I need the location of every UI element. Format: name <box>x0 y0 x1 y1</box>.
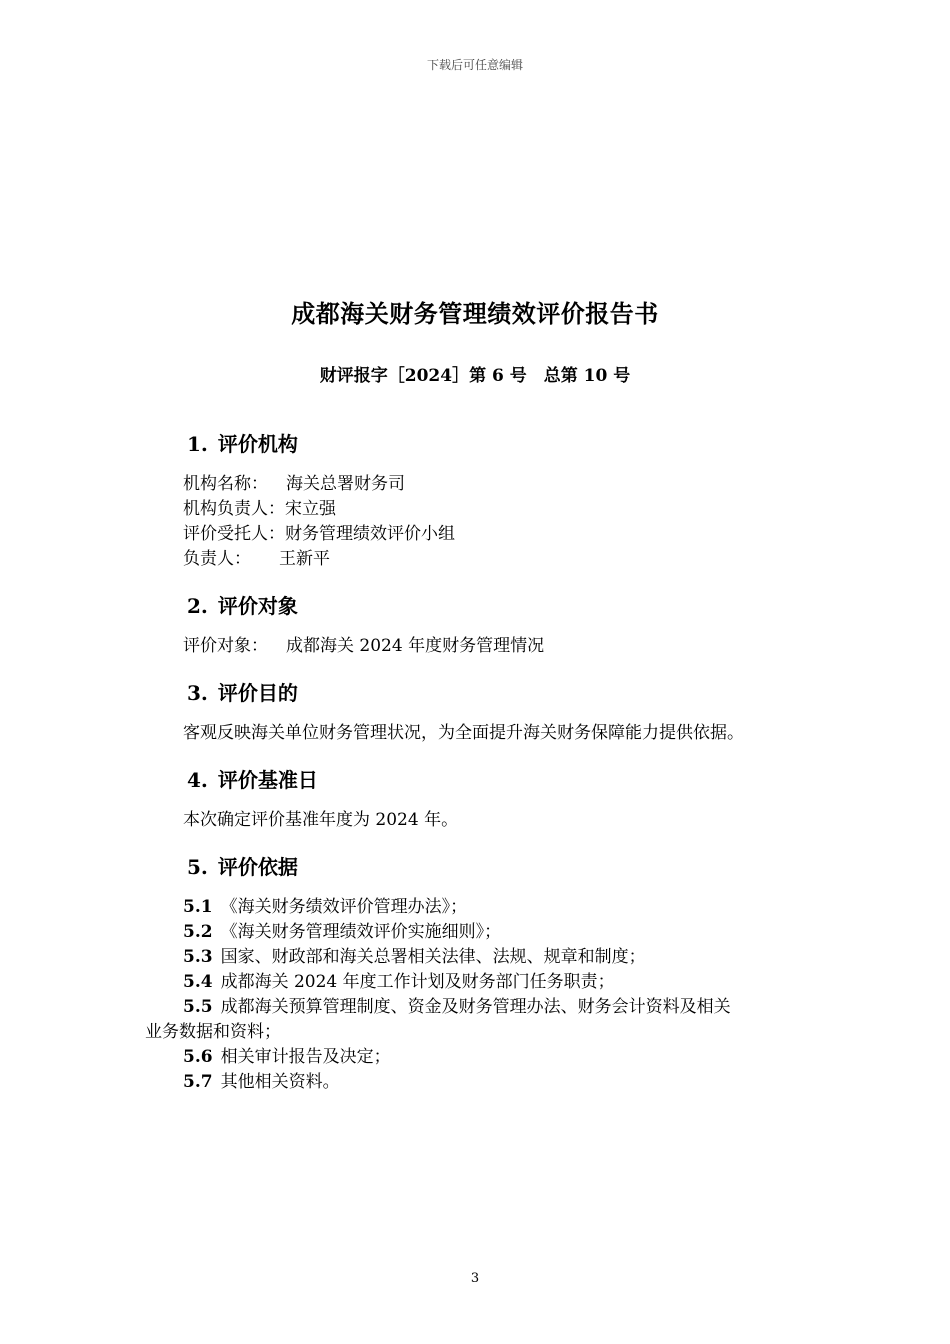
info-line <box>183 522 825 547</box>
info-line <box>183 634 825 659</box>
item-number: 5.4 <box>183 972 213 992</box>
section-heading-4 <box>187 764 825 796</box>
page-header: 下载后可任意编辑 <box>426 58 523 72</box>
item-text: 成都海关预算管理制度、资金及财务管理办法、财务会计资料及相关 <box>220 997 731 1017</box>
item-text: 《海关财务管理绩效评价实施细则》； <box>220 922 502 942</box>
item-number: 5.1 <box>183 897 213 917</box>
section-number: 3. <box>187 681 208 705</box>
info-label: 评价受托人： <box>183 524 285 544</box>
item-number: 5.6 <box>183 1047 213 1067</box>
list-item <box>145 995 825 1020</box>
list-item <box>145 895 825 920</box>
section-title: 评价依据 <box>217 855 298 879</box>
section-heading-3 <box>187 677 825 709</box>
item-text: 国家、财政部和海关总署相关法律、法规、规章和制度； <box>220 947 646 967</box>
section-heading-1 <box>187 428 825 460</box>
section-number: 1. <box>187 432 208 456</box>
document-title: 成都海关财务管理绩效评价报告书 <box>291 299 659 328</box>
section-title: 评价基准日 <box>217 768 318 792</box>
section-number: 2. <box>187 594 208 618</box>
basis-list <box>145 895 825 1095</box>
list-item <box>145 945 825 970</box>
info-line <box>183 472 825 497</box>
list-item <box>145 970 825 995</box>
section-body-3: 客观反映海关单位财务管理状况，为全面提升海关财务保障能力提供依据。 <box>183 723 744 743</box>
list-item <box>145 1045 825 1070</box>
info-value: 成都海关 2024 年度财务管理情况 <box>286 636 545 656</box>
item-text: 《海关财务绩效评价管理办法》； <box>220 897 468 917</box>
section-number: 5. <box>187 855 208 879</box>
section-title: 评价目的 <box>217 681 298 705</box>
item-text: 成都海关 2024 年度工作计划及财务部门任务职责； <box>220 972 615 992</box>
list-item-continuation: 业务数据和资料； <box>145 1022 281 1042</box>
info-value: 海关总署财务司 <box>286 474 405 494</box>
list-item <box>145 920 825 945</box>
info-value: 王新平 <box>279 549 330 569</box>
item-number: 5.5 <box>183 997 213 1017</box>
item-number: 5.7 <box>183 1072 213 1092</box>
info-label: 机构负责人： <box>183 499 285 519</box>
section-title: 评价对象 <box>217 594 298 618</box>
section-body-1 <box>145 472 825 572</box>
document-body <box>145 428 825 1095</box>
info-line <box>183 547 825 572</box>
section-title: 评价机构 <box>217 432 298 456</box>
item-number: 5.3 <box>183 947 213 967</box>
list-item <box>145 1070 825 1095</box>
document-number: 财评报字［2024］第 6 号 总第 10 号 <box>319 366 631 386</box>
item-text: 相关审计报告及决定； <box>220 1047 391 1067</box>
info-line <box>183 497 825 522</box>
info-label: 评价对象： <box>183 636 268 656</box>
section-body-2 <box>145 634 825 659</box>
info-label: 负责人： <box>183 549 251 569</box>
section-heading-5 <box>187 851 825 883</box>
section-number: 4. <box>187 768 208 792</box>
info-value: 财务管理绩效评价小组 <box>285 524 455 544</box>
info-label: 机构名称： <box>183 474 268 494</box>
section-heading-2 <box>187 590 825 622</box>
info-value: 宋立强 <box>285 499 336 519</box>
page-number: 3 <box>470 1271 480 1286</box>
section-body-4: 本次确定评价基准年度为 2024 年。 <box>183 810 459 830</box>
item-text: 其他相关资料。 <box>220 1072 340 1092</box>
item-number: 5.2 <box>183 922 213 942</box>
